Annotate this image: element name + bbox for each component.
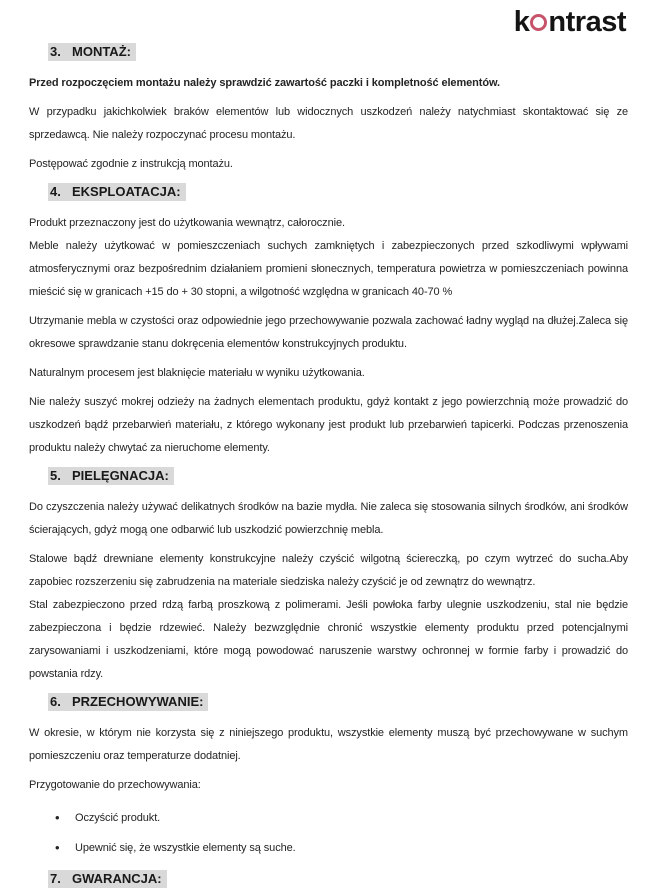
paragraph: Naturalnym procesem jest blaknięcie materiału w wyniku użytkowania.: [29, 367, 365, 379]
heading-title: GWARANCJA:: [72, 871, 162, 886]
heading-number: 5.: [50, 468, 61, 483]
paragraph: Do czyszczenia należy używać delikatnych środków na bazie mydła. Nie zaleca się stosowania silnych środków, ani środków ścierających, gdyż mogą one odbarwić lub uszkodzić powierzchnię mebla.: [29, 501, 628, 536]
heading-number: 4.: [50, 184, 61, 199]
brand-logo: [514, 6, 626, 38]
heading-title: MONTAŻ:: [72, 44, 131, 59]
logo-text-left: k: [513, 6, 530, 38]
heading-highlight: [48, 467, 174, 485]
section-eksploatacja-heading: [48, 182, 628, 201]
paragraph: Postępować zgodnie z instrukcją montażu.: [29, 158, 233, 170]
heading-title: PIELĘGNACJA:: [72, 468, 169, 483]
paragraph: Przed rozpoczęciem montażu należy sprawdzić zawartość paczki i kompletność elementów.: [29, 77, 500, 89]
heading-title: PRZECHOWYWANIE:: [72, 694, 204, 709]
heading-highlight: [48, 183, 186, 201]
heading-highlight: [48, 693, 208, 711]
heading-highlight: [48, 43, 136, 61]
paragraph: Produkt przeznaczony jest do użytkowania wewnątrz, całorocznie.: [29, 217, 345, 229]
heading-number: 3.: [50, 44, 61, 59]
paragraph: Meble należy użytkować w pomieszczeniach suchych zamkniętych i zabezpieczonych przed szkodliwymi wpływami atmosferycznymi oraz bezpośrednim działaniem promieni słonecznych, temperatura powietrza w pomieszczeniach powinna mieścić się w granicach +15 do + 30 stopni, a wilgotność względna w granicach 40-70 %: [29, 240, 628, 298]
bullet-item: • Oczyścić produkt.: [29, 803, 628, 833]
section-pielegnacja-heading: [48, 466, 628, 485]
paragraph: Utrzymanie mebla w czystości oraz odpowiednie jego przechowywanie pozwala zachować ładny wygląd na dłużej.Zaleca się okresowe sprawdzanie stanu dokręcenia elementów konstrukcyjnych produktu.: [29, 315, 628, 350]
logo-row: [29, 6, 628, 40]
section-montaz-heading: [48, 42, 628, 61]
paragraph: Stal zabezpieczono przed rdzą farbą proszkową z polimerami. Jeśli powłoka farby ulegnie uszkodzeniu, stal nie będzie zabezpieczona i będzie rdzewieć. Należy bezwzględnie chronić wszystkie elementy produktu przed potencjalnymi zarysowaniami i uszkodzeniami, które mogą powodować naruszenie warstwy ochronnej w formie farby i prowadzić do powstania rdzy.: [29, 599, 628, 680]
paragraph: W okresie, w którym nie korzysta się z niniejszego produktu, wszystkie elementy muszą być przechowywane w suchym pomieszczeniu oraz temperaturze dodatniej.: [29, 727, 628, 762]
logo-text-right: ntrast: [548, 6, 626, 38]
paragraph: W przypadku jakichkolwiek braków elementów lub widocznych uszkodzeń należy natychmiast skontaktować się ze sprzedawcą. Nie należy rozpoczynać procesu montażu.: [29, 106, 628, 141]
paragraph: Przygotowanie do przechowywania:: [29, 779, 201, 791]
heading-number: 7.: [50, 871, 61, 886]
bullet-list: [29, 803, 628, 863]
section-przechowywanie-heading: [48, 692, 628, 711]
heading-title: EKSPLOATACJA:: [72, 184, 181, 199]
paragraph: Stalowe bądź drewniane elementy konstrukcyjne należy czyścić wilgotną ściereczką, po czym wytrzeć do sucha.Aby zapobiec rozszerzeniu się zabrudzenia na materiale siedziska należy czyścić je od zewnątrz do wewnątrz.: [29, 553, 628, 588]
paragraph: Nie należy suszyć mokrej odzieży na żadnych elementach produktu, gdyż kontakt z jego powierzchnią może prowadzić do uszkodzeń bądź przebarwień materiału, z którego wykonany jest produkt lub przebarwień tapicerki. Podczas przenoszenia produktu należy chwytać za nieruchome elementy.: [29, 396, 628, 454]
bullet-item: • Upewnić się, że wszystkie elementy są suche.: [29, 833, 628, 863]
logo-ring-icon: [530, 14, 547, 31]
section-gwarancja-heading: [48, 869, 628, 888]
heading-number: 6.: [50, 694, 61, 709]
heading-highlight: [48, 870, 167, 888]
